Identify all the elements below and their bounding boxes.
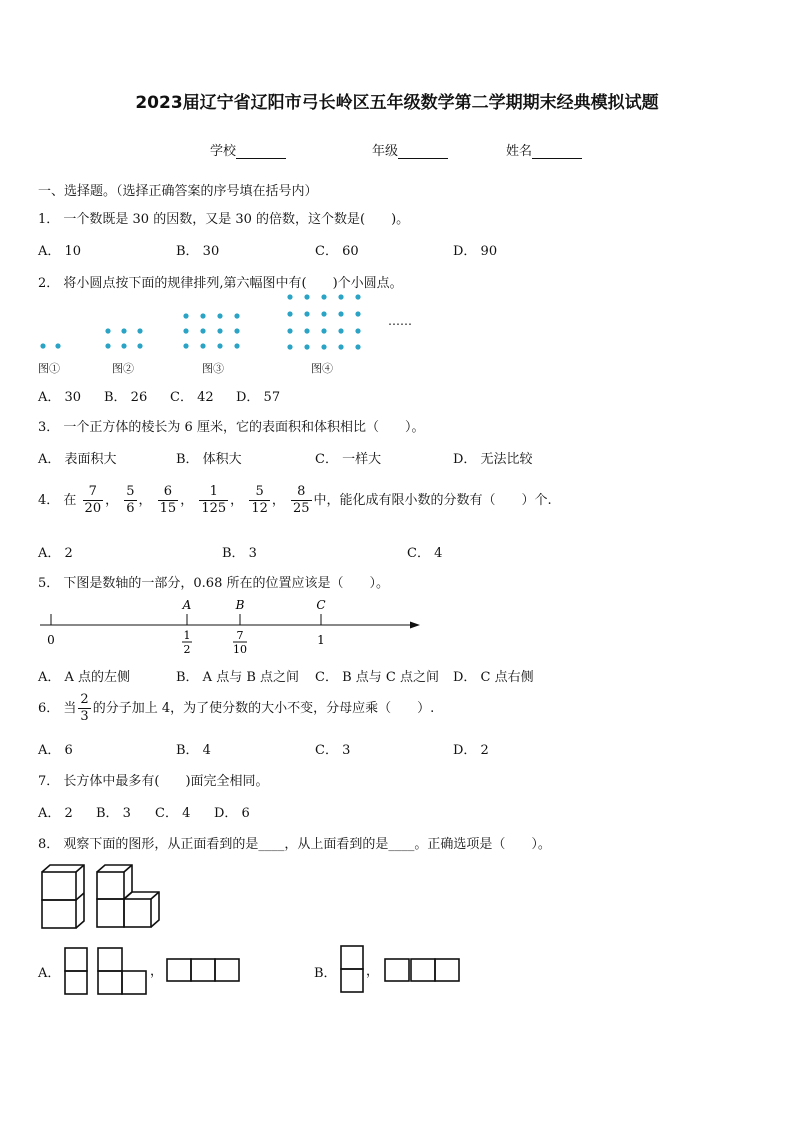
grade-label: 年级 [372,144,399,159]
q3-option-d[interactable]: D． 无法比较 [453,452,533,467]
q8-option-a-comma: ， [150,964,164,979]
tick-label-one: 1 [317,633,325,647]
q5-option-d[interactable]: D． C 点右侧 [453,670,534,685]
option-b-top-view [385,959,459,981]
page-title: 2023届辽宁省辽阳市弓长岭区五年级数学第二学期期末经典模拟试题 [135,93,659,113]
q8-option-a[interactable]: A． [38,966,61,981]
q6-suffix: 的分子加上 4，为了使分数的大小不变，分母应乘（ ）. [92,701,435,716]
q7-option-a[interactable]: A． 2 [38,806,73,821]
question-5: 5． 下图是数轴的一部分，0.68 所在的位置应该是（ ）。 [38,576,389,591]
q1-option-d[interactable]: D． 90 [453,244,498,259]
fraction: $\frac{2}{3}$ [80,692,89,724]
q5-option-b[interactable]: B． A 点与 B 点之间 [176,670,300,685]
option-a-top-view [167,959,239,981]
cube-l-shape-figure [97,865,159,927]
q5-option-a[interactable]: A． A 点的左侧 [38,670,131,685]
q6-option-b[interactable]: B． 4 [176,743,211,758]
point-c-label: C [316,598,326,612]
question-2: 2． 将小圆点按下面的规律排列,第六幅图中有( )个小圆点。 [38,276,403,291]
q7-option-d[interactable]: D． 6 [214,806,250,821]
q6-prefix: 6． 当 [38,701,77,716]
q7-option-b[interactable]: B． 3 [96,806,131,821]
q1-option-c[interactable]: C． 60 [315,244,359,259]
question-8: 8． 观察下面的图形，从正面看到的是____，从上面看到的是____。正确选项是（ ）。 [38,837,551,852]
fraction: $\frac{7}{20}$ [84,484,102,516]
q5-option-c[interactable]: C． B 点与 C 点之间 [315,670,439,685]
q3-option-a[interactable]: A． 表面积大 [38,452,117,467]
q1-option-a[interactable]: A． 10 [38,244,82,259]
question-4: 4． 在 $\frac{7}{20}$ ， $\frac{5}{6}$ ， $\frac{6}{15}$ ， $\frac{1}{125}$ ， $\frac{5}{12}$ ， $\frac{8}{25}$ 中，能化成有限小数的分数有（ ）个. [38,484,552,516]
q7-option-c[interactable]: C． 4 [155,806,191,821]
question-7: 7． 长方体中最多有( )面完全相同。 [38,774,269,789]
tick-label-b-num: 7 [236,629,244,642]
tick-label-half-num: 1 [183,629,191,642]
q4-option-b[interactable]: B． 3 [222,546,257,561]
figure-4-label: 图④ [311,362,333,375]
option-b-front-view [341,946,363,992]
fraction: $\frac{5}{6}$ [126,484,135,516]
point-b-label: B [235,598,245,612]
q2-option-b[interactable]: B． 26 [104,390,148,405]
option-a-front-view [65,948,87,994]
q6-option-c[interactable]: C． 3 [315,743,351,758]
name-label: 姓名 [506,144,533,159]
fraction: $\frac{1}{125}$ [201,484,227,516]
figure-2-label: 图② [112,362,134,375]
q1-option-b[interactable]: B． 30 [176,244,220,259]
fraction: $\frac{8}{25}$ [293,484,310,516]
tick-label-half-den: 2 [183,643,191,656]
question-1: 1． 一个数既是 30 的因数，又是 30 的倍数，这个数是( )。 [38,212,410,227]
q2-option-a[interactable]: A． 30 [38,390,82,405]
pattern-ellipsis: …… [388,314,412,328]
tick-label-zero: 0 [47,633,55,647]
fraction: $\frac{6}{15}$ [159,484,177,516]
q2-option-d[interactable]: D． 57 [236,390,281,405]
q4-option-c[interactable]: C． 4 [407,546,443,561]
section-heading: 一、选择题。（选择正确答案的序号填在括号内） [38,184,318,199]
q4-option-a[interactable]: A． 2 [38,546,73,561]
figure-3-label: 图③ [202,362,224,375]
q3-option-b[interactable]: B． 体积大 [176,452,242,467]
q6-option-d[interactable]: D． 2 [453,743,489,758]
q4-prefix: 4． 在 [38,493,77,508]
school-label: 学校 [210,144,237,159]
q8-option-b[interactable]: B． [314,966,337,981]
figure-1-label: 图① [38,362,60,375]
q4-suffix: 中，能化成有限小数的分数有（ ）个. [313,493,552,508]
q6-option-a[interactable]: A． 6 [38,743,73,758]
q2-option-c[interactable]: C． 42 [170,390,214,405]
fraction: $\frac{5}{12}$ [251,484,268,516]
q8-option-b-comma: ， [366,964,380,979]
option-a-side-view [98,948,146,994]
tick-label-b-den: 10 [233,643,247,656]
q3-option-c[interactable]: C． 一样大 [315,452,382,467]
point-a-label: A [182,598,192,612]
cube-stack-figure [42,865,84,928]
question-3: 3． 一个正方体的棱长为 6 厘米，它的表面积和体积相比（ ）。 [38,420,425,435]
